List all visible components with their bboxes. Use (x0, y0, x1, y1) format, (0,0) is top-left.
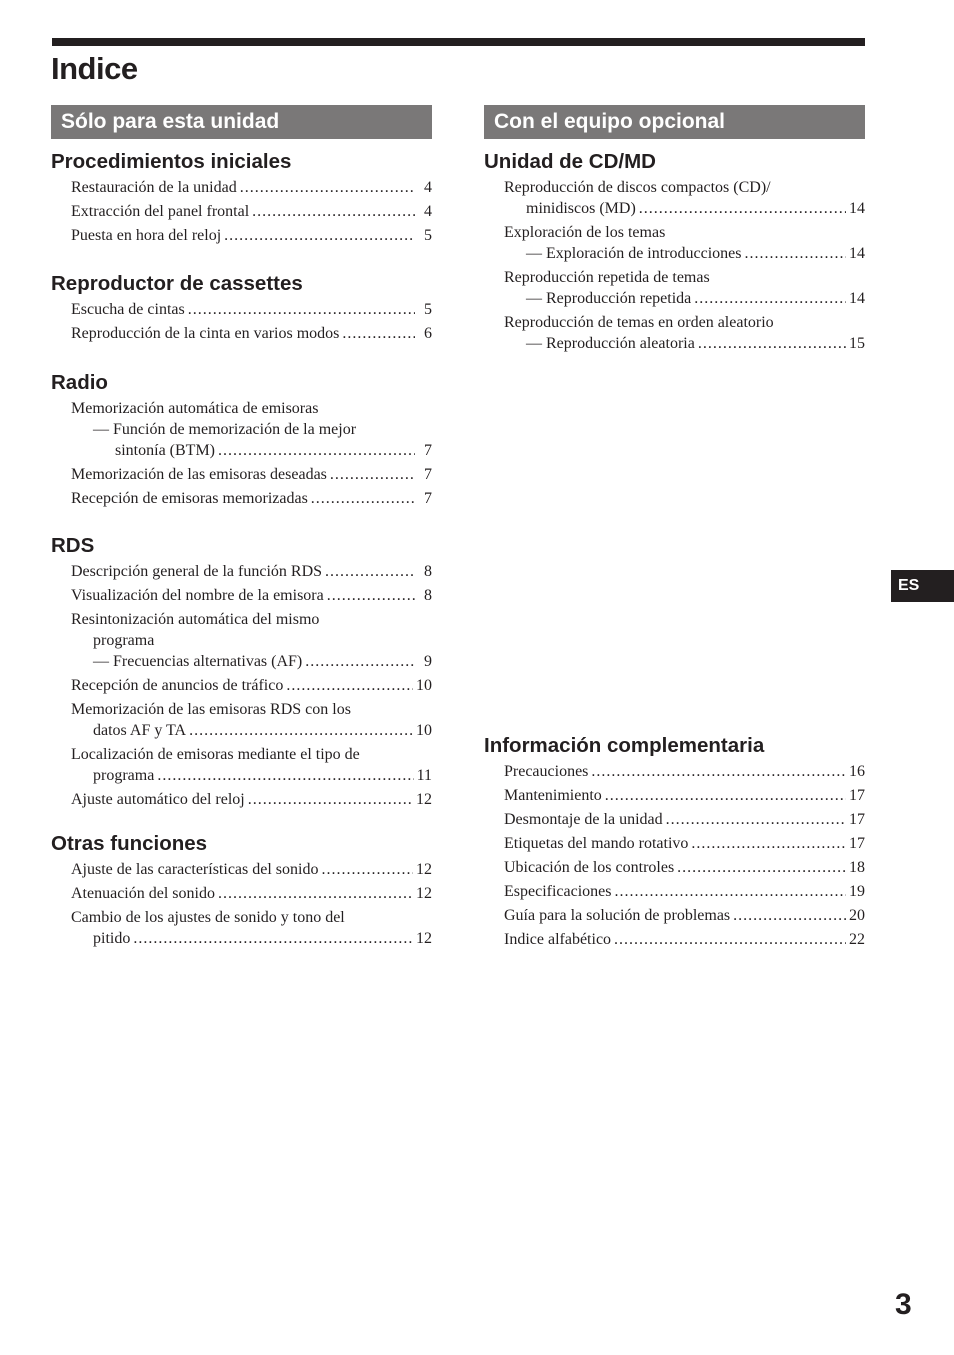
section-heading: Unidad de CD/MD (484, 150, 656, 173)
toc-entry (71, 177, 432, 198)
toc-page-number: 17 (849, 787, 865, 804)
toc-entry (71, 398, 432, 461)
toc-page-number: 12 (416, 861, 432, 878)
dot-leader (133, 928, 413, 949)
dot-leader (691, 833, 846, 854)
toc-list (71, 561, 432, 810)
toc-entry-text: Memorización de las emisoras deseadas (71, 466, 327, 483)
section-heading: Procedimientos iniciales (51, 150, 292, 173)
toc-entry-text: Indice alfabético (504, 931, 612, 948)
section-cdmd (484, 149, 865, 357)
dot-leader (745, 243, 847, 264)
dot-leader (305, 651, 415, 672)
dot-leader (311, 488, 415, 509)
dot-leader (639, 198, 846, 219)
toc-page-number: 22 (849, 931, 865, 948)
toc-entry (504, 312, 865, 354)
toc-entry (71, 883, 432, 904)
toc-entry (504, 809, 865, 830)
left-column (51, 105, 432, 947)
toc-entry (71, 225, 432, 246)
section-info (484, 733, 865, 953)
dot-leader (224, 225, 415, 246)
dot-leader (157, 765, 413, 786)
toc-entry-text: Escucha de cintas (71, 301, 185, 318)
section-procedimientos (51, 149, 432, 249)
section-heading: Otras funciones (51, 832, 208, 855)
dot-leader (240, 177, 415, 198)
toc-page-number: 17 (849, 835, 865, 852)
toc-entry-text: Memorización automática de emisoras (71, 400, 319, 417)
toc-list (71, 859, 432, 949)
toc-list (504, 177, 865, 354)
toc-entry-text: Restauración de la unidad (71, 179, 237, 196)
dot-leader (330, 464, 415, 485)
toc-entry-text: — Reproducción repetida (526, 290, 692, 307)
toc-entry-text: pitido (93, 930, 131, 947)
dot-leader (218, 883, 413, 904)
dot-leader (248, 789, 413, 810)
toc-entry-text: Cambio de los ajustes de sonido y tono del (71, 909, 345, 926)
dot-leader (615, 881, 847, 902)
toc-entry-text: Recepción de anuncios de tráfico (71, 677, 284, 694)
toc-entry (71, 488, 432, 509)
toc-page-number: 6 (424, 325, 432, 342)
toc-page-number: 12 (416, 885, 432, 902)
dot-leader (614, 929, 846, 950)
section-heading: Radio (51, 371, 108, 394)
dot-leader (321, 859, 413, 880)
toc-entry (504, 761, 865, 782)
toc-page-number: 4 (424, 179, 432, 196)
toc-entry-text: Ajuste automático del reloj (71, 791, 245, 808)
dot-leader (591, 761, 846, 782)
toc-entry-text: Ajuste de las características del sonido (71, 861, 319, 878)
toc-entry-text: — Frecuencias alternativas (AF) (93, 653, 303, 670)
dot-leader (694, 288, 846, 309)
toc-entry-text: Reproducción repetida de temas (504, 269, 710, 286)
toc-entry-text: — Reproducción aleatoria (526, 335, 695, 352)
toc-page-number: 11 (416, 767, 432, 784)
toc-entry (504, 857, 865, 878)
toc-page-number: 4 (424, 203, 432, 220)
toc-entry-text: Ubicación de los controles (504, 859, 675, 876)
toc-entry-text: Etiquetas del mando rotativo (504, 835, 689, 852)
section-heading: RDS (51, 534, 95, 557)
toc-entry-text: — Exploración de introducciones (526, 245, 742, 262)
section-heading: Información complementaria (484, 734, 765, 757)
toc-entry-text: programa (93, 767, 155, 784)
toc-list (71, 177, 432, 246)
toc-entry-text: Reproducción de discos compactos (CD)/ (504, 179, 771, 196)
toc-entry-text: datos AF y TA (93, 722, 187, 739)
toc-page-number: 7 (424, 442, 432, 459)
toc-page-number: 14 (849, 290, 865, 307)
toc-entry-text: Extracción del panel frontal (71, 203, 250, 220)
toc-entry-text: Guía para la solución de problemas (504, 907, 731, 924)
toc-entry-text: Reproducción de la cinta en varios modos (71, 325, 340, 342)
toc-page-number: 5 (424, 227, 432, 244)
toc-page-number: 12 (416, 930, 432, 947)
toc-page-number: 8 (424, 587, 432, 604)
toc-entry-text: Localización de emisoras mediante el tipo de (71, 746, 360, 763)
toc-page-number: 14 (849, 245, 865, 262)
top-rule (52, 38, 865, 46)
right-band-heading: Con el equipo opcional (484, 105, 865, 139)
toc-entry (504, 905, 865, 926)
toc-entry-text: Reproducción de temas en orden aleatorio (504, 314, 774, 331)
toc-entry (71, 744, 432, 786)
toc-entry (71, 201, 432, 222)
dot-leader (189, 720, 413, 741)
toc-entry (504, 929, 865, 950)
toc-page-number: 19 (849, 883, 865, 900)
toc-entry-text: — Función de memorización de la mejor (93, 421, 357, 438)
toc-entry (71, 859, 432, 880)
toc-entry-text: Atenuación del sonido (71, 885, 215, 902)
toc-entry-text: programa (93, 632, 155, 649)
toc-entry-text: Recepción de emisoras memorizadas (71, 490, 308, 507)
toc-entry (504, 881, 865, 902)
toc-list (71, 398, 432, 509)
toc-entry (71, 609, 432, 672)
toc-entry-text: Puesta en hora del reloj (71, 227, 222, 244)
toc-page-number: 17 (849, 811, 865, 828)
dot-leader (286, 675, 413, 696)
toc-entry-text: sintonía (BTM) (115, 442, 215, 459)
toc-page-number: 10 (416, 677, 432, 694)
toc-page-number: 9 (424, 653, 432, 670)
toc-entry-text: minidiscos (MD) (526, 200, 636, 217)
section-heading: Reproductor de cassettes (51, 272, 303, 295)
toc-page-number: 8 (424, 563, 432, 580)
toc-page-number: 16 (849, 763, 865, 780)
toc-page-number: 7 (424, 466, 432, 483)
toc-entry (71, 323, 432, 344)
toc-entry (71, 699, 432, 741)
toc-page-number: 10 (416, 722, 432, 739)
section-radio (51, 370, 432, 512)
toc-page-number: 12 (416, 791, 432, 808)
left-band-heading: Sólo para esta unidad (51, 105, 432, 139)
dot-leader (325, 561, 415, 582)
toc-page-number: 7 (424, 490, 432, 507)
toc-entry (504, 267, 865, 309)
toc-entry (71, 789, 432, 810)
toc-page-number: 18 (849, 859, 865, 876)
page-title: Indice (51, 51, 138, 86)
toc-entry (504, 785, 865, 806)
toc-page-number: 20 (849, 907, 865, 924)
page-number: 3 (895, 1288, 912, 1321)
right-column (484, 105, 865, 948)
toc-entry-text: Precauciones (504, 763, 589, 780)
toc-entry (71, 464, 432, 485)
toc-entry-text: Especificaciones (504, 883, 612, 900)
language-tab: ES (891, 570, 954, 602)
toc-entry-text: Mantenimiento (504, 787, 602, 804)
toc-entry (504, 833, 865, 854)
toc-entry (504, 222, 865, 264)
dot-leader (327, 585, 415, 606)
toc-entry-text: Descripción general de la función RDS (71, 563, 323, 580)
toc-list (504, 761, 865, 950)
toc-entry (71, 907, 432, 949)
toc-entry-text: Desmontaje de la unidad (504, 811, 663, 828)
toc-entry-text: Memorización de las emisoras RDS con los (71, 701, 351, 718)
toc-entry-text: Exploración de los temas (504, 224, 666, 241)
toc-page-number: 5 (424, 301, 432, 318)
dot-leader (666, 809, 846, 830)
dot-leader (698, 333, 846, 354)
section-cassettes (51, 271, 432, 347)
toc-entry (71, 561, 432, 582)
toc-entry (71, 675, 432, 696)
toc-page-number: 14 (849, 200, 865, 217)
toc-list (71, 299, 432, 344)
dot-leader (218, 440, 415, 461)
toc-entry (71, 585, 432, 606)
toc-page-number: 15 (849, 335, 865, 352)
toc-entry-text: Resintonización automática del mismo (71, 611, 320, 628)
toc-entry (71, 299, 432, 320)
dot-leader (733, 905, 846, 926)
dot-leader (677, 857, 846, 878)
dot-leader (342, 323, 415, 344)
section-otras (51, 831, 432, 952)
toc-entry (504, 177, 865, 219)
dot-leader (188, 299, 415, 320)
toc-entry-text: Visualización del nombre de la emisora (71, 587, 324, 604)
dot-leader (605, 785, 846, 806)
section-rds (51, 533, 432, 813)
dot-leader (252, 201, 415, 222)
